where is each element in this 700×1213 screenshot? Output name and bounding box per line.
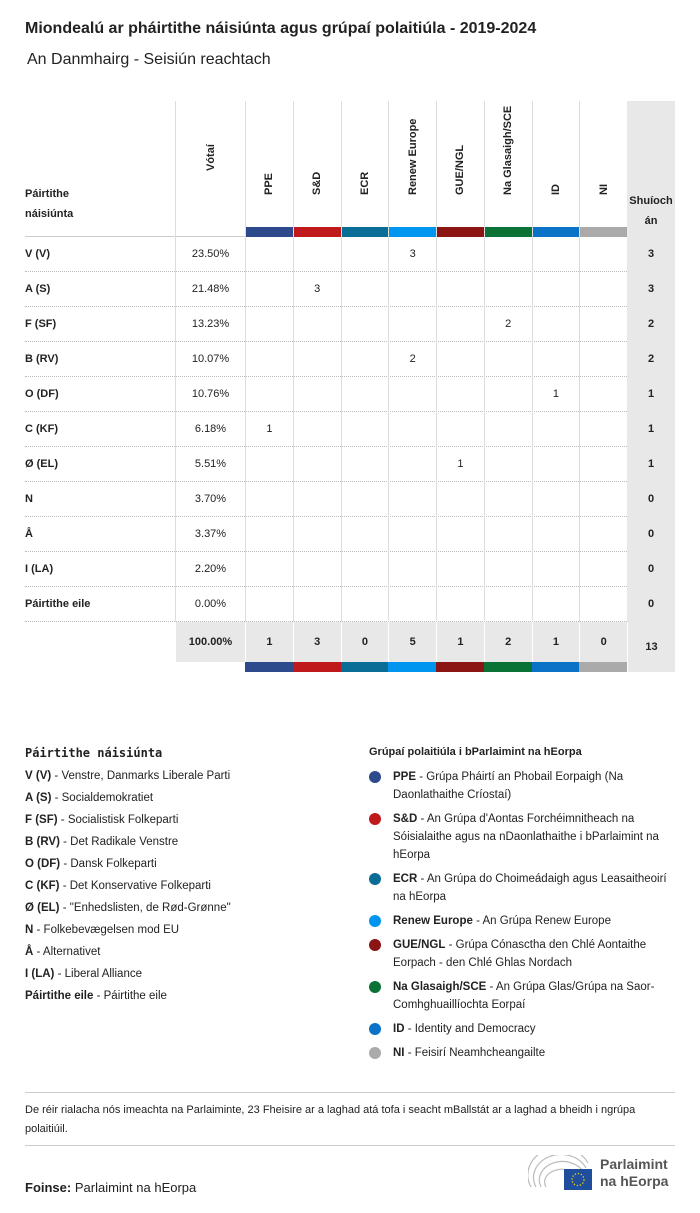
group-seat-count xyxy=(436,482,484,517)
party-seat-total: 0 xyxy=(627,587,675,622)
group-legend-text: GUE/NGL - Grúpa Cónasctha den Chlé Aontaithe Eorpach - den Chlé Ghlas Nordach xyxy=(393,939,647,969)
party-code: B (RV) xyxy=(25,836,60,848)
group-legend-item xyxy=(369,768,679,804)
group-column-header xyxy=(579,101,627,237)
group-color-bar xyxy=(245,662,293,672)
party-legend-item: B (RV) - Det Radikale Venstre xyxy=(25,836,179,848)
group-total: 1 xyxy=(532,622,580,662)
group-legend xyxy=(369,746,679,1068)
group-code: S&D xyxy=(393,813,418,825)
party-full-name: Socialdemokratiet xyxy=(61,792,154,804)
group-seat-count: 1 xyxy=(532,377,580,412)
group-seat-count xyxy=(436,377,484,412)
group-full-name: Identity and Democracy xyxy=(414,1023,536,1035)
source-label: Foinse: xyxy=(25,1180,72,1195)
table-row xyxy=(25,307,675,342)
group-seat-count xyxy=(532,307,580,342)
group-seat-count xyxy=(436,272,484,307)
group-seat-count xyxy=(532,412,580,447)
group-legend-text: Renew Europe - An Grúpa Renew Europe xyxy=(393,915,611,927)
table-row xyxy=(25,377,675,412)
party-full-name: Det Konservative Folkeparti xyxy=(69,880,211,892)
group-legend-item xyxy=(369,978,679,1014)
group-seat-count: 2 xyxy=(388,342,436,377)
group-seat-count xyxy=(245,587,293,622)
group-seat-count xyxy=(532,587,580,622)
party-full-name: Alternativet xyxy=(42,946,101,958)
group-seat-count xyxy=(484,517,532,552)
group-seat-count xyxy=(245,517,293,552)
party-name: Páirtithe eile xyxy=(25,598,91,610)
party-name: I (LA) xyxy=(25,563,54,575)
group-seat-count xyxy=(484,237,532,272)
group-color-bar xyxy=(341,662,389,672)
group-full-name: An Grúpa Renew Europe xyxy=(482,915,611,927)
group-seat-count xyxy=(579,482,627,517)
group-seat-count xyxy=(245,342,293,377)
group-color-bar xyxy=(389,227,436,237)
group-color-dot xyxy=(369,915,381,927)
group-seat-count: 3 xyxy=(388,237,436,272)
group-header-text: GUE/NGL xyxy=(454,144,467,195)
group-total: 3 xyxy=(293,622,341,662)
group-color-bar xyxy=(532,662,580,672)
group-seat-count xyxy=(484,587,532,622)
group-seat-count xyxy=(484,412,532,447)
party-full-name: Venstre, Danmarks Liberale Parti xyxy=(61,770,231,782)
group-header-text: ECR xyxy=(358,171,371,195)
group-code: Na Glasaigh/SCE xyxy=(393,981,487,993)
group-code: NI xyxy=(393,1047,405,1059)
group-seat-count xyxy=(245,377,293,412)
group-column-header xyxy=(293,101,341,237)
footnote: De réir rialacha nós imeachta na Parlaiminte, 23 Fheisire ar a laghad atá tofa i seacht mBallstát ar a laghad a bheidh i ngrúpa polaitiúil. xyxy=(25,1092,675,1146)
group-seat-count xyxy=(388,552,436,587)
group-seat-count xyxy=(532,342,580,377)
logo-line2: na hEorpa xyxy=(600,1173,669,1189)
party-legend-item: O (DF) - Dansk Folkeparti xyxy=(25,858,157,870)
group-column-header xyxy=(341,101,389,237)
group-seat-count xyxy=(293,447,341,482)
group-seat-count xyxy=(532,517,580,552)
group-color-bar xyxy=(580,227,627,237)
group-seat-count xyxy=(484,552,532,587)
total-votes: 100.00% xyxy=(175,622,245,662)
party-name: O (DF) xyxy=(25,388,59,400)
party-name: A (S) xyxy=(25,283,51,295)
group-color-dot xyxy=(369,939,381,951)
group-seat-count xyxy=(532,482,580,517)
party-seat-total: 2 xyxy=(627,342,675,377)
group-color-bar xyxy=(342,227,389,237)
party-legend-item: Ø (EL) - "Enhedslisten, de Rød-Grønne" xyxy=(25,902,231,914)
party-seat-total: 3 xyxy=(627,272,675,307)
group-seat-count xyxy=(245,552,293,587)
group-seat-count xyxy=(245,237,293,272)
group-seat-count: 3 xyxy=(293,272,341,307)
table-row xyxy=(25,587,675,622)
group-legend-item xyxy=(369,936,679,972)
group-seat-count xyxy=(388,412,436,447)
group-legend-item xyxy=(369,1020,679,1038)
group-seat-count xyxy=(341,342,389,377)
group-seat-count xyxy=(532,447,580,482)
group-seat-count xyxy=(388,482,436,517)
group-seat-count xyxy=(579,237,627,272)
table-row xyxy=(25,482,675,517)
group-legend-text: PPE - Grúpa Pháirtí an Phobail Eorpaigh (Na Daonlathaithe Críostaí) xyxy=(393,771,624,801)
group-seat-count xyxy=(436,587,484,622)
group-seat-count xyxy=(484,447,532,482)
page-subtitle: An Danmhairg - Seisiún reachtach xyxy=(27,51,271,68)
votes-column-header xyxy=(175,101,245,237)
group-color-bar xyxy=(293,662,341,672)
table-row xyxy=(25,412,675,447)
group-total: 0 xyxy=(579,622,627,662)
group-color-dot xyxy=(369,771,381,783)
group-full-name: An Grúpa do Choimeádaigh agus Leasaitheoirí na hEorpa xyxy=(393,873,667,903)
votes-header-text: Vótaí xyxy=(204,144,217,171)
group-legend-item xyxy=(369,810,679,864)
group-seat-count xyxy=(484,342,532,377)
group-code: ECR xyxy=(393,873,418,885)
group-seat-count xyxy=(245,447,293,482)
group-seat-count xyxy=(388,587,436,622)
party-code: V (V) xyxy=(25,770,52,782)
group-seat-count xyxy=(484,272,532,307)
total-seats: 13 xyxy=(627,622,675,672)
group-total: 0 xyxy=(341,622,389,662)
group-legend-text: Na Glasaigh/SCE - An Grúpa Glas/Grúpa na Saor-Comhghuaillíochta Eorpaí xyxy=(393,981,655,1011)
group-seat-count xyxy=(341,447,389,482)
party-full-name: Folkebevægelsen mod EU xyxy=(43,924,180,936)
group-legend-text: ID - Identity and Democracy xyxy=(393,1023,536,1035)
group-legend-item xyxy=(369,1044,679,1062)
group-seat-count xyxy=(341,552,389,587)
party-full-name: Det Radikale Venstre xyxy=(70,836,179,848)
party-full-name: "Enhedslisten, de Rød-Grønne" xyxy=(69,902,231,914)
group-seat-count xyxy=(579,377,627,412)
group-seat-count xyxy=(341,272,389,307)
vote-share: 10.07% xyxy=(175,342,245,377)
table-row xyxy=(25,237,675,272)
party-full-name: Liberal Alliance xyxy=(64,968,142,980)
group-full-name: Grúpa Pháirtí an Phobail Eorpaigh (Na Daonlathaithe Críostaí) xyxy=(393,771,624,801)
group-color-bar xyxy=(436,662,484,672)
group-legend-text: ECR - An Grúpa do Choimeádaigh agus Leasaitheoirí na hEorpa xyxy=(393,873,667,903)
party-legend-item: A (S) - Socialdemokratiet xyxy=(25,792,154,804)
logo-line1: Parlaimint xyxy=(600,1156,668,1172)
group-seat-count xyxy=(388,272,436,307)
vote-share: 13.23% xyxy=(175,307,245,342)
group-seat-count xyxy=(579,587,627,622)
party-code: A (S) xyxy=(25,792,52,804)
party-code: F (SF) xyxy=(25,814,58,826)
party-name: F (SF) xyxy=(25,318,57,330)
group-color-bar xyxy=(579,662,627,672)
group-color-bar xyxy=(484,662,532,672)
party-code: N xyxy=(25,924,34,936)
bottom-color-bars xyxy=(25,662,675,672)
party-code: C (KF) xyxy=(25,880,60,892)
table-row xyxy=(25,447,675,482)
party-full-name: Páirtithe eile xyxy=(103,990,167,1002)
party-legend-item: N - Folkebevægelsen mod EU xyxy=(25,924,180,936)
group-header-text: NI xyxy=(597,184,610,195)
party-seat-total: 3 xyxy=(627,237,675,272)
group-full-name: Grúpa Cónasctha den Chlé Aontaithe Eorpach - den Chlé Ghlas Nordach xyxy=(393,939,647,969)
party-full-name: Dansk Folkeparti xyxy=(70,858,157,870)
seats-column-header: Shuíochán xyxy=(627,101,675,237)
party-full-name: Socialistisk Folkeparti xyxy=(67,814,179,826)
hemicycle-icon xyxy=(528,1155,594,1191)
group-seat-count xyxy=(293,342,341,377)
seats-table xyxy=(25,101,675,672)
ep-logo xyxy=(528,1155,668,1191)
group-legend-title: Grúpaí polaitiúla i bParlaimint na hEorpa xyxy=(369,746,582,758)
vote-share: 0.00% xyxy=(175,587,245,622)
group-code: Renew Europe xyxy=(393,915,473,927)
group-seat-count xyxy=(245,272,293,307)
group-legend-item xyxy=(369,870,679,906)
party-legend-item: I (LA) - Liberal Alliance xyxy=(25,968,142,980)
group-seat-count xyxy=(341,237,389,272)
group-seat-count xyxy=(341,482,389,517)
group-header-text: ID xyxy=(549,184,562,195)
party-code: Å xyxy=(25,946,34,958)
group-legend-item xyxy=(369,912,679,930)
group-code: ID xyxy=(393,1023,405,1035)
group-seat-count xyxy=(532,272,580,307)
group-total: 1 xyxy=(436,622,484,662)
group-full-name: An Grúpa d'Aontas Forchéimnitheach na Sóisialaithe agus na nDaonlathaithe i bParlaimint na hEorpa xyxy=(393,813,659,861)
group-color-bar xyxy=(388,662,436,672)
group-seat-count xyxy=(293,482,341,517)
party-seat-total: 0 xyxy=(627,517,675,552)
vote-share: 10.76% xyxy=(175,377,245,412)
group-full-name: An Grúpa Glas/Grúpa na Saor-Comhghuaillíochta Eorpaí xyxy=(393,981,655,1011)
group-color-bar xyxy=(533,227,580,237)
party-legend-item: F (SF) - Socialistisk Folkeparti xyxy=(25,814,179,826)
party-code: Páirtithe eile xyxy=(25,990,94,1002)
vote-share: 2.20% xyxy=(175,552,245,587)
group-column-header xyxy=(484,101,532,237)
group-column-header xyxy=(532,101,580,237)
party-code: O (DF) xyxy=(25,858,61,870)
group-color-bar xyxy=(294,227,341,237)
group-legend-text: NI - Feisirí Neamhcheangailte xyxy=(393,1047,546,1059)
group-color-bar xyxy=(437,227,484,237)
group-seat-count xyxy=(436,237,484,272)
group-total: 5 xyxy=(388,622,436,662)
group-seat-count: 2 xyxy=(484,307,532,342)
group-seat-count xyxy=(293,517,341,552)
group-seat-count xyxy=(579,517,627,552)
party-seat-total: 0 xyxy=(627,482,675,517)
party-legend-item: Å - Alternativet xyxy=(25,946,101,958)
group-seat-count xyxy=(579,272,627,307)
group-seat-count xyxy=(245,307,293,342)
group-seat-count xyxy=(293,412,341,447)
group-full-name: Feisirí Neamhcheangailte xyxy=(414,1047,546,1059)
party-name: Å xyxy=(25,528,33,540)
group-total: 1 xyxy=(245,622,293,662)
group-seat-count xyxy=(579,552,627,587)
group-header-text: Na Glasaigh/SCE xyxy=(502,105,515,195)
group-seat-count xyxy=(388,377,436,412)
group-color-dot xyxy=(369,1047,381,1059)
group-seat-count xyxy=(388,307,436,342)
group-seat-count: 1 xyxy=(245,412,293,447)
vote-share: 3.70% xyxy=(175,482,245,517)
group-legend-text: S&D - An Grúpa d'Aontas Forchéimnitheach na Sóisialaithe agus na nDaonlathaithe i bParlaimint na hEorpa xyxy=(393,813,659,861)
group-code: PPE xyxy=(393,771,417,783)
group-color-dot xyxy=(369,1023,381,1035)
party-legend-item: V (V) - Venstre, Danmarks Liberale Parti xyxy=(25,770,231,782)
group-seat-count xyxy=(436,517,484,552)
party-name: V (V) xyxy=(25,248,51,260)
group-color-dot xyxy=(369,981,381,993)
totals-row xyxy=(25,622,675,662)
party-seat-total: 1 xyxy=(627,447,675,482)
party-seat-total: 0 xyxy=(627,552,675,587)
group-seat-count xyxy=(484,482,532,517)
group-color-dot xyxy=(369,813,381,825)
vote-share: 6.18% xyxy=(175,412,245,447)
party-name: N xyxy=(25,493,33,505)
group-color-bar xyxy=(246,227,293,237)
group-seat-count xyxy=(484,377,532,412)
group-seat-count xyxy=(436,342,484,377)
group-seat-count xyxy=(245,482,293,517)
party-legend xyxy=(25,746,231,1002)
table-row xyxy=(25,517,675,552)
group-seat-count: 1 xyxy=(436,447,484,482)
party-code: Ø (EL) xyxy=(25,902,60,914)
group-color-dot xyxy=(369,873,381,885)
group-seat-count xyxy=(579,342,627,377)
party-column-header: Páirtithe náisiúnta xyxy=(25,188,74,220)
party-seat-total: 2 xyxy=(627,307,675,342)
group-column-header xyxy=(436,101,484,237)
source xyxy=(25,1180,196,1195)
group-seat-count xyxy=(293,587,341,622)
party-seat-total: 1 xyxy=(627,377,675,412)
group-seat-count xyxy=(293,552,341,587)
party-seat-total: 1 xyxy=(627,412,675,447)
group-seat-count xyxy=(293,237,341,272)
group-total: 2 xyxy=(484,622,532,662)
table-row xyxy=(25,342,675,377)
group-header-text: S&D xyxy=(311,171,324,195)
party-name: Ø (EL) xyxy=(25,458,58,470)
group-seat-count xyxy=(532,237,580,272)
group-seat-count xyxy=(579,447,627,482)
group-seat-count xyxy=(436,307,484,342)
group-seat-count xyxy=(341,307,389,342)
table-row xyxy=(25,272,675,307)
group-seat-count xyxy=(341,587,389,622)
group-seat-count xyxy=(341,412,389,447)
party-code: I (LA) xyxy=(25,968,55,980)
group-header-text: Renew Europe xyxy=(406,118,419,195)
group-seat-count xyxy=(436,552,484,587)
group-seat-count xyxy=(579,307,627,342)
group-seat-count xyxy=(388,447,436,482)
source-text: Parlaimint na hEorpa xyxy=(74,1180,197,1195)
group-header-text: PPE xyxy=(263,172,276,195)
page-title: Miondealú ar pháirtithe náisiúnta agus grúpaí polaitiúla - 2019-2024 xyxy=(25,20,537,37)
vote-share: 3.37% xyxy=(175,517,245,552)
group-seat-count xyxy=(388,517,436,552)
party-legend-title: Páirtithe náisiúnta xyxy=(25,746,163,760)
group-seat-count xyxy=(579,412,627,447)
group-seat-count xyxy=(293,307,341,342)
party-name: B (RV) xyxy=(25,353,59,365)
group-seat-count xyxy=(341,377,389,412)
party-legend-item: C (KF) - Det Konservative Folkeparti xyxy=(25,880,211,892)
group-column-header xyxy=(388,101,436,237)
vote-share: 23.50% xyxy=(175,237,245,272)
group-color-bar xyxy=(485,227,532,237)
vote-share: 5.51% xyxy=(175,447,245,482)
table-row xyxy=(25,552,675,587)
group-seat-count xyxy=(293,377,341,412)
group-seat-count xyxy=(436,412,484,447)
group-code: GUE/NGL xyxy=(393,939,446,951)
party-name: C (KF) xyxy=(25,423,58,435)
vote-share: 21.48% xyxy=(175,272,245,307)
group-seat-count xyxy=(532,552,580,587)
party-legend-item: Páirtithe eile - Páirtithe eile xyxy=(25,990,167,1002)
table-header xyxy=(25,101,675,237)
group-column-header xyxy=(245,101,293,237)
group-seat-count xyxy=(341,517,389,552)
